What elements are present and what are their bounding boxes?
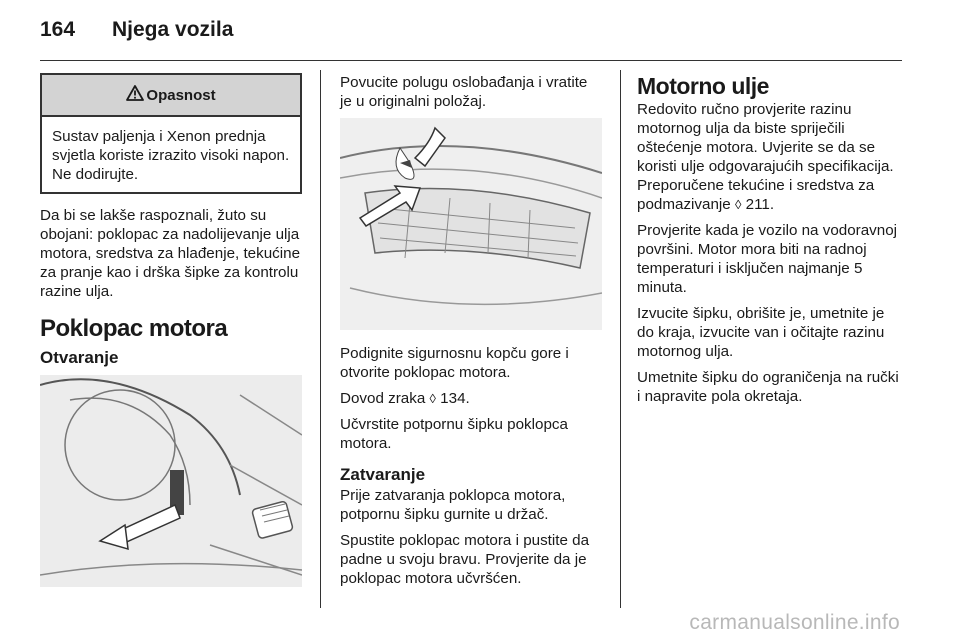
oil-check-paragraph bbox=[637, 100, 903, 214]
warning-triangle-icon bbox=[126, 85, 144, 106]
intro-paragraph: Da bi se lakše raspoznali, žuto su obojani: poklopac za nadolijevanje ulja motora, sredstva za hlađenje, tekućine za pranje kao i drška šipke za kontrolu razine ulja. bbox=[40, 207, 301, 300]
lower-hood-paragraph: Spustite poklopac motora i pustite da padne u svoju bravu. Provjerite da je poklopac motora učvršćen. bbox=[340, 532, 590, 587]
air-intake-paragraph bbox=[340, 389, 603, 408]
danger-box bbox=[40, 73, 302, 194]
column-divider-1 bbox=[320, 70, 321, 608]
safety-catch-paragraph: Podignite sigurnosnu kopču gore i otvorite poklopac motora. bbox=[340, 345, 569, 381]
level-surface-paragraph: Provjerite kada je vozilo na vodoravnoj površini. Motor mora biti na radnoj temperaturi i isključen najmanje 5 minuta. bbox=[637, 222, 898, 296]
oil-check-text: Redovito ručno provjerite razinu motornog ulja da biste spriječili oštećenje motora. Uvjerite se da se koristi ulje odgovarajućih specifikacija. Preporučene tekućine i sredstva za podmazivanje bbox=[637, 101, 894, 213]
insert-dipstick-paragraph: Umetnite šipku do ograničenja na ručki i napravite pola okretaja. bbox=[637, 369, 899, 405]
column-right bbox=[637, 73, 903, 413]
air-intake-page-ref: 134. bbox=[440, 390, 470, 407]
header-rule bbox=[40, 60, 902, 61]
prop-rod-paragraph: Učvrstite potpornu šipku poklopca motora. bbox=[340, 416, 568, 452]
subsection-title-opening: Otvaranje bbox=[40, 348, 119, 367]
danger-text: Sustav paljenja i Xenon prednja svjetla koriste izrazito visoki napon. Ne dodirujte. bbox=[52, 128, 290, 183]
danger-box-header bbox=[42, 75, 300, 117]
danger-title: Opasnost bbox=[146, 86, 216, 104]
before-closing-paragraph: Prije zatvaranja poklopca motora, potpornu šipku gurnite u držač. bbox=[340, 487, 566, 523]
hood-latch-illustration bbox=[340, 118, 602, 330]
page-header bbox=[40, 18, 233, 42]
column-left bbox=[40, 73, 302, 587]
hood-release-illustration bbox=[40, 375, 302, 587]
page-ref-icon: ◊ bbox=[734, 197, 742, 212]
watermark: carmanualsonline.info bbox=[689, 611, 900, 634]
column-middle bbox=[340, 73, 603, 595]
subsection-title-closing: Zatvaranje bbox=[340, 465, 426, 484]
page-ref-icon: ◊ bbox=[429, 391, 436, 406]
column-divider-2 bbox=[620, 70, 621, 608]
dipstick-paragraph: Izvucite šipku, obrišite je, umetnite je do kraja, izvucite van i očitajte razinu motornog ulja. bbox=[637, 305, 885, 360]
section-title-hood: Poklopac motora bbox=[40, 315, 228, 342]
section-title-engine-oil: Motorno ulje bbox=[637, 73, 769, 99]
page-number: 164 bbox=[40, 18, 76, 41]
air-intake-text: Dovod zraka bbox=[340, 390, 426, 407]
lubricants-page-ref: 211. bbox=[745, 196, 775, 213]
release-lever-paragraph: Povucite polugu oslobađanja i vratite je u originalni položaj. bbox=[340, 74, 588, 110]
chapter-title: Njega vozila bbox=[112, 18, 234, 41]
